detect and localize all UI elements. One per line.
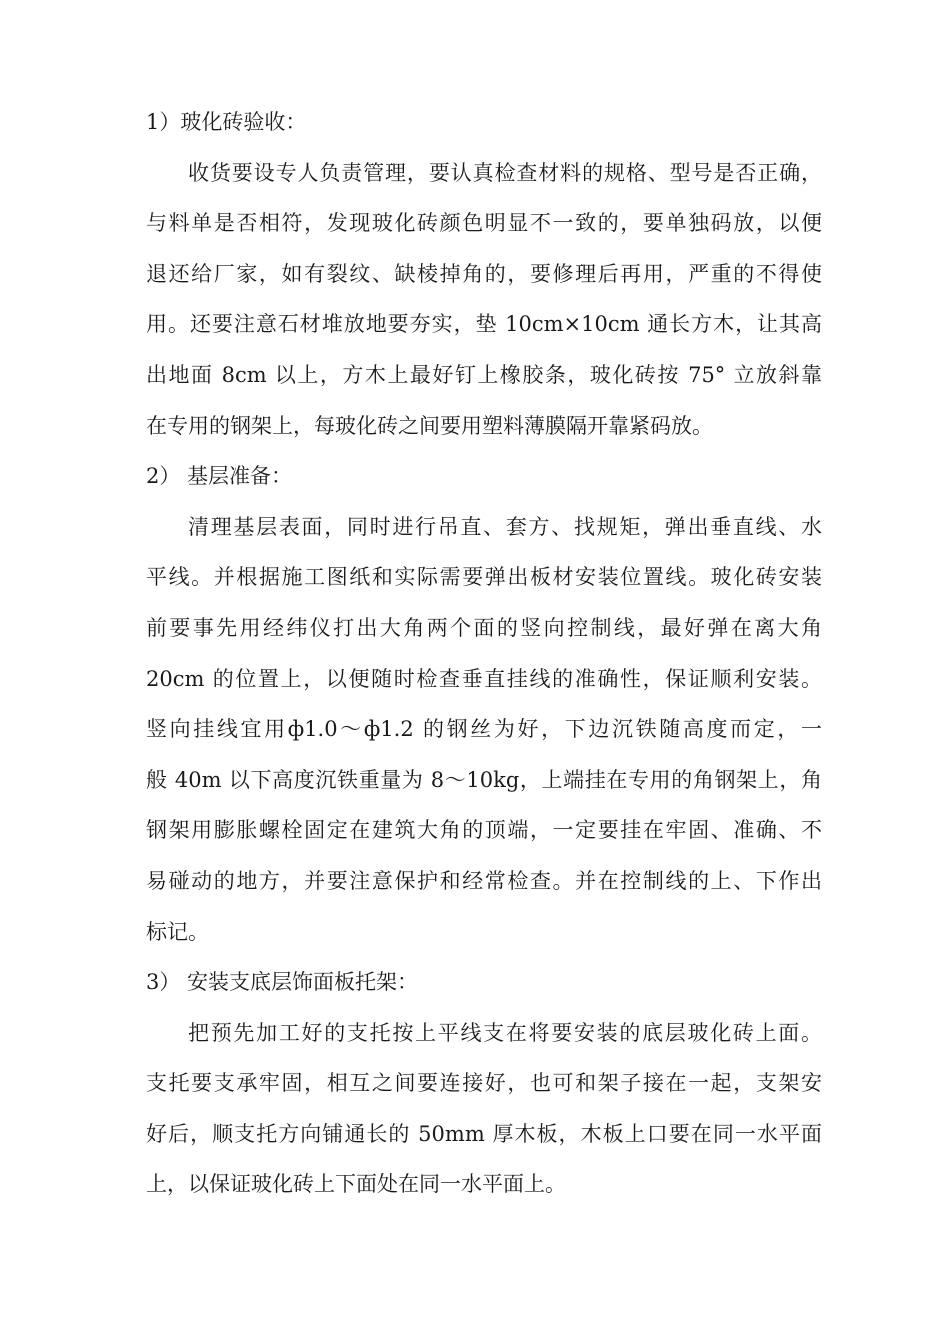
- section-heading: 1）玻化砖验收：: [146, 110, 307, 134]
- paragraph-line: 平线。并根据施工图纸和实际需要弹出板材安装位置线。玻化砖安装: [146, 565, 822, 590]
- paragraph-line: 前要事先用经纬仪打出大角两个面的竖向控制线，最好弹在离大角: [146, 615, 822, 640]
- document-page: [146, 97, 822, 1210]
- paragraph-line: 出地面 8cm 以上，方木上最好钉上橡胶条，玻化砖按 75° 立放斜靠: [146, 362, 822, 387]
- paragraph-line: 把预先加工好的支托按上平线支在将要安装的底层玻化砖上面。: [188, 1020, 822, 1045]
- paragraph-line: 钢架用膨胀螺栓固定在建筑大角的顶端，一定要挂在牢固、准确、不: [146, 818, 822, 843]
- paragraph-line: 般 40m 以下高度沉铁重量为 8～10kg，上端挂在专用的角钢架上，角: [146, 767, 822, 792]
- paragraph-line: 支托要支承牢固，相互之间要连接好，也可和架子接在一起，支架安: [146, 1071, 822, 1096]
- paragraph-line: 退还给厂家，如有裂纹、缺棱掉角的，要修理后再用，严重的不得使: [146, 261, 822, 286]
- paragraph-line: 收货要设专人负责管理，要认真检查材料的规格、型号是否正确，: [188, 160, 822, 185]
- paragraph-line: 清理基层表面，同时进行吊直、套方、找规矩，弹出垂直线、水: [188, 514, 822, 539]
- paragraph-line: 易碰动的地方，并要注意保护和经常检查。并在控制线的上、下作出: [146, 868, 822, 893]
- section-heading: 2） 基层准备：: [146, 464, 293, 489]
- paragraph-line: 与料单是否相符，发现玻化砖颜色明显不一致的，要单独码放，以便: [146, 211, 822, 236]
- paragraph-line: 在专用的钢架上，每玻化砖之间要用塑料薄膜隔开靠紧码放。: [146, 413, 713, 438]
- paragraph-line: 用。还要注意石材堆放地要夯实，垫 10cm×10cm 通长方木，让其高: [146, 312, 822, 337]
- section-heading: 3） 安装支底层饰面板托架：: [146, 970, 419, 995]
- paragraph-line: 20cm 的位置上，以便随时检查垂直挂线的准确性，保证顺利安装。: [146, 666, 822, 691]
- paragraph-line: 竖向挂线宜用ф1.0～ф1.2 的钢丝为好，下边沉铁随高度而定，一: [146, 717, 822, 742]
- paragraph-line: 好后，顺支托方向铺通长的 50mm 厚木板，木板上口要在同一水平面: [146, 1121, 822, 1146]
- paragraph-line: 标记。: [146, 919, 209, 944]
- paragraph-line: 上，以保证玻化砖上下面处在同一水平面上。: [146, 1172, 566, 1197]
